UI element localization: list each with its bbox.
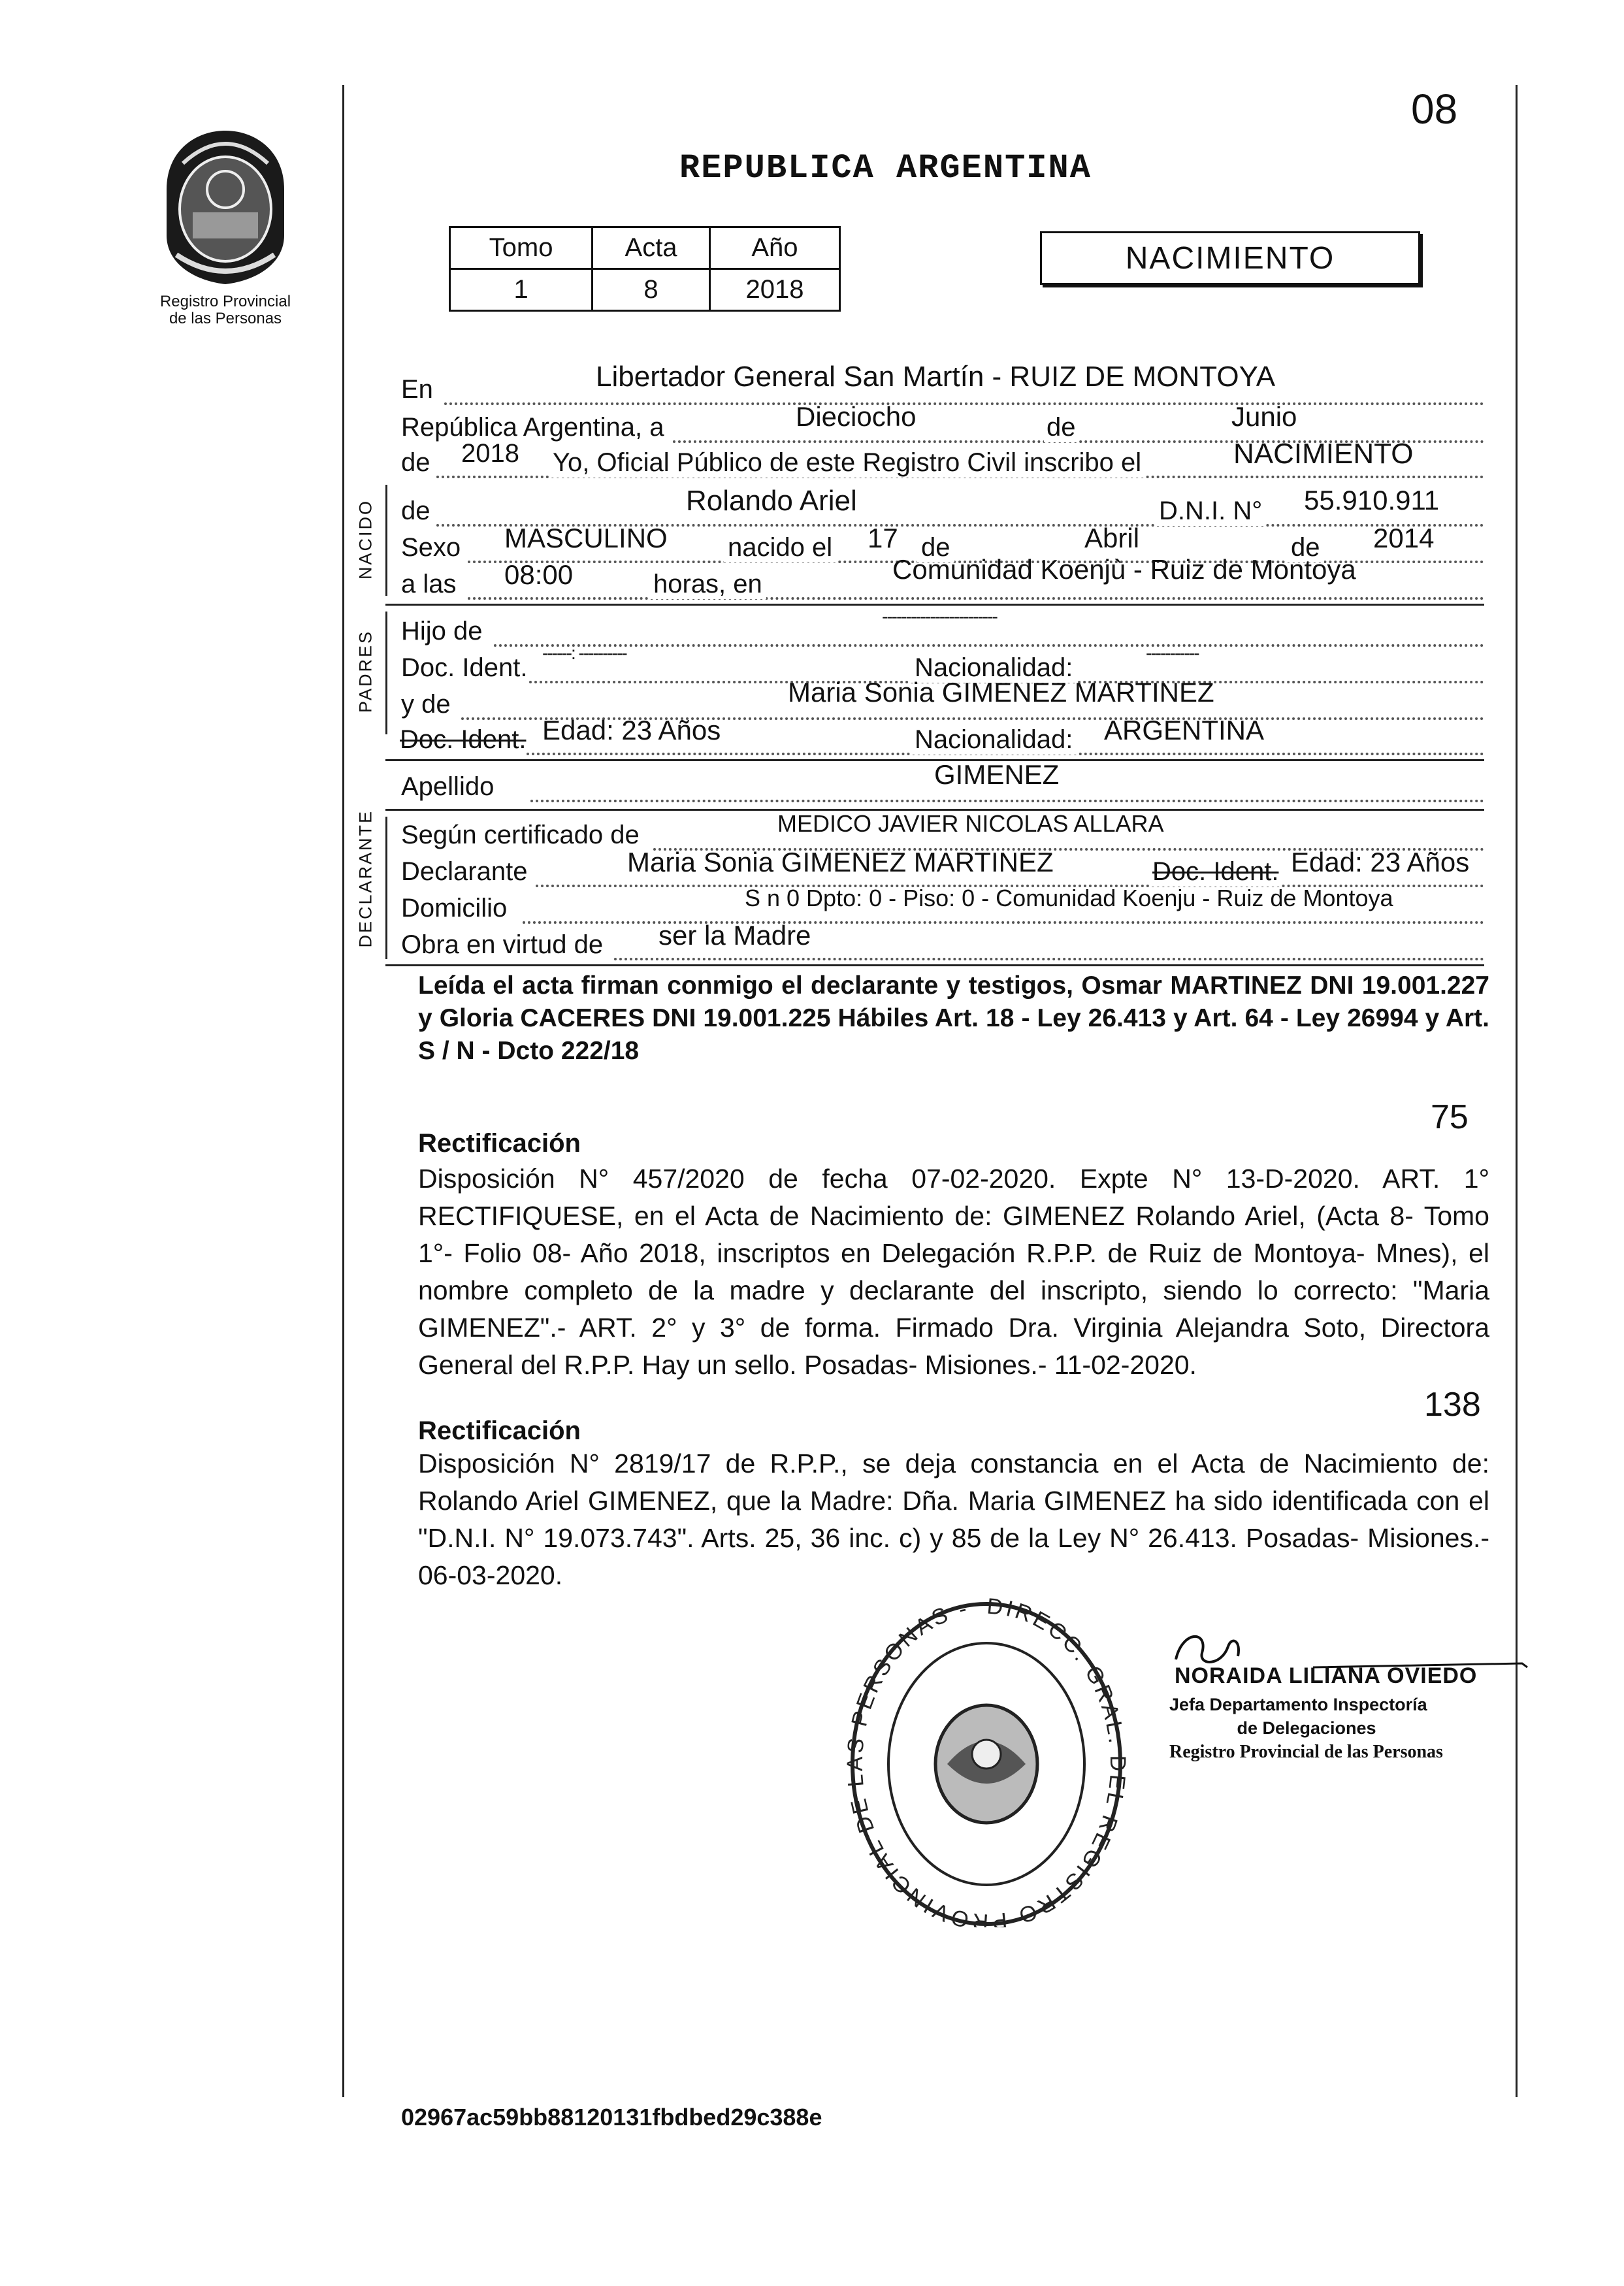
side-label-parents: PADRES [355,629,376,713]
label-doc-ident: Doc. Ident. [401,653,528,682]
value-mother-nationality: ARGENTINA [1104,715,1265,745]
label-de-birth-month: de [917,533,954,563]
label-yo-oficial: Yo, Oficial Público de este Registro Civil inscribo el [549,448,1145,478]
parents-bracket [385,612,387,734]
signature-title-1: Jefa Departamento Inspectoría [1169,1695,1427,1714]
born-bracket [385,485,387,596]
label-de-month: de [1044,413,1079,442]
seal-ring-text: DIRECC. GRAL. DEL REGISTRO PROVINCIAL DE LAS PERSONAS - [843,1593,1130,1927]
doc-type: NACIMIENTO [1125,240,1335,276]
dots-en [444,402,1484,405]
closing-statement: Leída el acta firman conmigo el declarante y testigos, Osmar MARTINEZ DNI 19.001.227 y Gloria CACERES DNI 19.001.225 Hábiles Art. 18 - Ley 26.413 y Art. 64 - Ley 26994 y Art. S / N - Dcto 222/18 [418,972,1489,1065]
label-de-name: de [401,497,430,525]
dots-obra [614,958,1484,960]
rectification-number-2: 138 [1424,1386,1481,1424]
label-obra-en-virtud: Obra en virtud de [401,930,604,959]
value-birth-day: 17 [868,523,898,553]
label-nacionalidad-father: Nacionalidad: [911,653,1077,683]
value-birth-time: 08:00 [504,559,574,590]
right-margin-line [1516,85,1518,2097]
table-header-tomo: Tomo [450,227,593,269]
table-value-tomo: 1 [450,269,593,311]
rectification-title-2: Rectificación [418,1416,581,1445]
registry-line2: de las Personas [169,310,282,327]
declarant-bracket [385,817,387,959]
label-domicilio: Domicilio [401,894,508,923]
rectification-text-2: Disposición N° 2819/17 de R.P.P., se deja constancia en el Acta de Nacimiento de: Rolando Ariel GIMENEZ, que la Madre: Dña. Maria GIMENEZ ha sido identificada con el "D.N.I. N° 19.073.743". Arts. 25, 36 inc. c) y 85 de la Ley N° 26.413. Posadas- Misiones.- 06-03-2020. [418,1448,1489,1590]
register-table [449,226,841,312]
value-mother-age: Edad: 23 Años [542,715,721,745]
value-mother: Maria Sonia GIMENEZ MARTINEZ [788,677,1214,708]
value-birth-month: Abril [1084,523,1140,553]
value-child-name: Rolando Ariel [686,485,857,517]
label-hijo-de: Hijo de [401,617,483,645]
value-father: ------------------------ [882,606,997,627]
country-title: REPUBLICA ARGENTINA [679,149,1092,188]
signature-title-2: de Delegaciones [1237,1718,1376,1738]
label-doc-ident-struck: Doc. Ident. [400,725,527,754]
signature-title-3: Registro Provincial de las Personas [1169,1742,1443,1762]
born-separator [385,604,1484,606]
signature-name: NORAIDA LILIANA OVIEDO [1175,1663,1478,1688]
doc-type-box [1040,231,1420,285]
dots-apellido [530,800,1484,802]
label-segun-certificado: Según certificado de [401,821,640,849]
declarant-separator [385,964,1484,966]
table-header-ano: Año [709,227,839,269]
label-dni: D.N.I. N° [1155,497,1266,526]
value-day: Dieciocho [796,401,917,432]
value-declarant: Maria Sonia GIMENEZ MARTINEZ [627,847,1054,877]
value-father-doc: ------: ---------- [542,643,626,663]
side-label-declarant: DECLARANTE [355,809,376,948]
rectification-title-1: Rectificación [418,1129,581,1158]
value-capacity: ser la Madre [658,920,811,951]
label-de-birth-year: de [1287,533,1324,563]
label-de-year: de [401,448,430,477]
value-month: Junio [1231,401,1297,432]
value-certificate: MEDICO JAVIER NICOLAS ALLARA [777,810,1164,837]
table-header-acta: Acta [593,227,710,269]
label-y-de: y de [401,690,451,719]
label-sexo: Sexo [401,533,461,562]
province-logo [157,124,294,287]
value-father-nationality: ----------- [1146,643,1199,663]
official-seal [843,1588,1130,1927]
label-horas-en: horas, en [649,570,766,599]
value-declarant-doc-struck: Doc. Ident. [1150,857,1281,887]
value-sex: MASCULINO [504,523,668,553]
label-declarante: Declarante [401,857,528,886]
label-en: En [401,375,433,404]
dots-a-las [468,597,1484,600]
label-a-las: a las [401,570,457,598]
left-margin-line [342,85,344,2097]
table-value-acta: 8 [593,269,710,311]
dots-hijo-de [494,644,1484,647]
value-child-dni: 55.910.911 [1304,485,1440,515]
rectification-text-1: Disposición N° 457/2020 de fecha 07-02-2020. Expte N° 13-D-2020. ART. 1° RECTIFIQUESE, en el Acta de Nacimiento de: GIMENEZ Rolando Ariel, (Acta 8- Tomo 1°- Folio 08- Año 2018, inscriptos en Delegación R.P.P. de Ruiz de Montoya- Mnes), el nombre completo de la madre y declarante del inscripto, siendo lo correcto: "Maria GIMENEZ".- ART. 2° y 3° de forma. Firmado Dra. Virginia Alejandra Soto, Directora General del R.P.P. Hay un sello. Posadas- Misiones.- 11-02-2020. [418,1164,1489,1380]
value-address: S n 0 Dpto: 0 - Piso: 0 - Comunidad Koenju - Ruiz de Montoya [745,885,1393,911]
value-act-type: NACIMIENTO [1233,438,1414,470]
value-birth-year: 2014 [1373,523,1435,553]
value-declarant-age: Edad: 23 Años [1291,847,1470,877]
side-label-born: NACIDO [355,499,376,580]
label-nacionalidad-mother: Nacionalidad: [911,725,1077,755]
document-hash: 02967ac59bb88120131fbdbed29c388e [401,2104,822,2131]
value-birth-place: Comunidad Koenjù - Ruiz de Montoya [892,554,1356,585]
value-place: Libertador General San Martín - RUIZ DE MONTOYA [596,361,1276,393]
value-year: 2018 [461,439,519,468]
rectification-number-1: 75 [1431,1098,1469,1136]
label-nacido-el: nacido el [724,533,836,563]
registry-line1: Registro Provincial [159,293,291,310]
value-surname: GIMENEZ [934,759,1060,790]
label-apellido: Apellido [401,772,495,801]
label-republica: República Argentina, a [401,413,664,442]
table-value-ano: 2018 [709,269,839,311]
page-number: 08 [1411,86,1458,133]
